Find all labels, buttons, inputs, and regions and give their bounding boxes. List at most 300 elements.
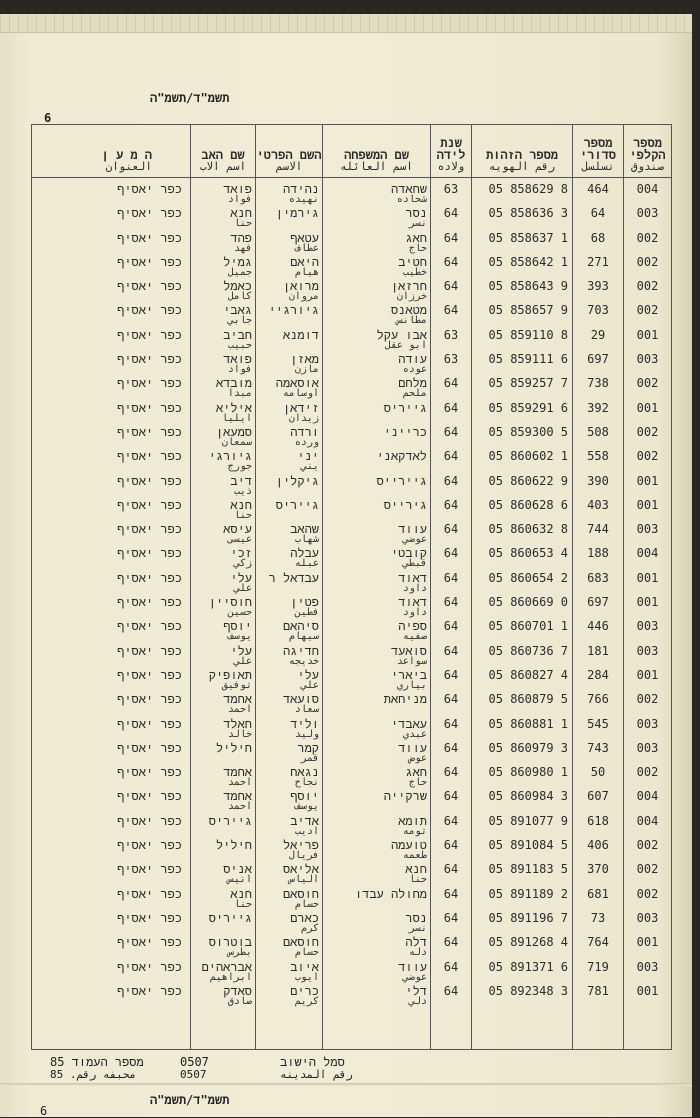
cell-box: 002 [624, 299, 672, 323]
cell-id-number: 05 860632 8 [472, 518, 573, 542]
cell-family-name: נסר نسر [323, 907, 431, 931]
cell-serial: 744 [573, 518, 624, 542]
cell-family-name: דלה دله [323, 931, 431, 955]
cell-address: כפר יאסיף [32, 178, 191, 203]
cell-id-number: 05 858629 8 [472, 178, 573, 203]
page-fold [0, 1083, 692, 1086]
table-row [32, 858, 672, 882]
cell-id-number: 05 859257 7 [472, 372, 573, 396]
cell-birth-year: 64 [431, 397, 472, 421]
cell-box: 003 [624, 907, 672, 931]
cell-father-name: עלי علي [191, 567, 256, 591]
cell-family-name: קובטי قبطي [323, 542, 431, 566]
col-header-first: השם הפרטי الاسم [256, 125, 323, 178]
cell-father-name: אבראהים ابراهيم [191, 956, 256, 980]
binding-shadow [692, 0, 700, 1117]
cell-id-number: 05 860628 6 [472, 494, 573, 518]
cell-box: 002 [624, 372, 672, 396]
cell-address: כפר יאסיף [32, 907, 191, 931]
cell-first-name: מאזן مازن [256, 348, 323, 372]
cell-birth-year: 64 [431, 591, 472, 615]
cell-family-name: שחאדה شحاده [323, 178, 431, 203]
cell-birth-year: 64 [431, 713, 472, 737]
table-row [32, 494, 672, 518]
cell-serial: 370 [573, 858, 624, 882]
cell-address: כפר יאסיף [32, 518, 191, 542]
cell-birth-year: 64 [431, 299, 472, 323]
cell-serial: 618 [573, 810, 624, 834]
cell-father-name: פואד فواد [191, 348, 256, 372]
col-header-father: שם האב اسم الاب [191, 125, 256, 178]
cell-first-name: שהאב شهاب [256, 518, 323, 542]
table-row [32, 324, 672, 348]
cell-box: 002 [624, 227, 672, 251]
cell-first-name: אדיב اديب [256, 810, 323, 834]
next-page-number: 6 [40, 1104, 48, 1118]
cell-birth-year: 64 [431, 251, 472, 275]
cell-family-name: עווד عوضي [323, 956, 431, 980]
cell-address: כפר יאסיף [32, 494, 191, 518]
cell-serial: 271 [573, 251, 624, 275]
cell-family-name: מטאנס مطانس [323, 299, 431, 323]
cell-birth-year: 64 [431, 227, 472, 251]
table-row [32, 421, 672, 445]
cell-id-number: 05 859291 6 [472, 397, 573, 421]
cell-serial: 181 [573, 640, 624, 664]
cell-first-name: סועאד سعاد [256, 688, 323, 712]
cell-id-number: 05 891268 4 [472, 931, 573, 955]
cell-address: כפר יאסיף [32, 785, 191, 809]
table-filler-row [32, 1004, 672, 1049]
cell-id-number: 05 891084 5 [472, 834, 573, 858]
cell-father-name: חאלד خالد [191, 713, 256, 737]
cell-box: 003 [624, 518, 672, 542]
cell-id-number: 05 858657 9 [472, 299, 573, 323]
cell-birth-year: 64 [431, 956, 472, 980]
next-page-title: תשמ"ד/תשמ"ה [150, 1093, 230, 1107]
cell-address: כפר יאסיף [32, 421, 191, 445]
cell-serial: 683 [573, 567, 624, 591]
cell-box: 001 [624, 494, 672, 518]
cell-family-name: דלי دلي [323, 980, 431, 1004]
cell-father-name: אחמד احمد [191, 688, 256, 712]
cell-box: 002 [624, 445, 672, 469]
cell-box: 002 [624, 251, 672, 275]
table-row [32, 931, 672, 955]
cell-father-name: זכי زكي [191, 542, 256, 566]
cell-first-name: עבלה عبله [256, 542, 323, 566]
cell-id-number: 05 860827 4 [472, 664, 573, 688]
cell-family-name: לאדקאני [323, 445, 431, 469]
cell-id-number: 05 860881 1 [472, 713, 573, 737]
cell-box: 001 [624, 470, 672, 494]
cell-address: כפר יאסיף [32, 713, 191, 737]
cell-father-name: יוסף يوسف [191, 615, 256, 639]
cell-serial: 68 [573, 227, 624, 251]
cell-id-number: 05 858642 1 [472, 251, 573, 275]
cell-id-number: 05 860980 1 [472, 761, 573, 785]
cell-address: כפר יאסיף [32, 324, 191, 348]
cell-address: כפר יאסיף [32, 567, 191, 591]
table-row [32, 883, 672, 907]
cell-serial: 781 [573, 980, 624, 1004]
cell-father-name: פואד فواد [191, 178, 256, 203]
cell-family-name: נסר نسر [323, 202, 431, 226]
cell-birth-year: 64 [431, 931, 472, 955]
cell-box: 004 [624, 810, 672, 834]
cell-family-name: מחולה עבדו [323, 883, 431, 907]
document-title: תשמ"ד/תשמ"ה [150, 91, 230, 105]
table-row [32, 688, 672, 712]
cell-first-name: כארם كرم [256, 907, 323, 931]
cell-address: כפר יאסיף [32, 883, 191, 907]
cell-box: 002 [624, 275, 672, 299]
cell-box: 001 [624, 567, 672, 591]
cell-first-name: חדיגה خديجه [256, 640, 323, 664]
cell-father-name: גיורגי جورج [191, 445, 256, 469]
cell-box: 003 [624, 348, 672, 372]
table-row [32, 348, 672, 372]
table-row [32, 664, 672, 688]
cell-first-name: יוסף يوسف [256, 785, 323, 809]
cell-first-name: סיהאם سيهام [256, 615, 323, 639]
cell-serial: 697 [573, 591, 624, 615]
col-header-year: שנת לידה ولاده [431, 125, 472, 178]
cell-birth-year: 64 [431, 810, 472, 834]
cell-father-name: חנא حنا [191, 494, 256, 518]
cell-birth-year: 64 [431, 421, 472, 445]
cell-address: כפר יאסיף [32, 640, 191, 664]
cell-address: כפר יאסיף [32, 348, 191, 372]
cell-father-name: גייריס [191, 810, 256, 834]
cell-address: כפר יאסיף [32, 858, 191, 882]
cell-first-name: איוב ايوب [256, 956, 323, 980]
cell-father-name: אניס انيس [191, 858, 256, 882]
table-row [32, 251, 672, 275]
page-footer [50, 1055, 450, 1081]
cell-box: 002 [624, 883, 672, 907]
cell-address: כפר יאסיף [32, 275, 191, 299]
cell-first-name: היאם هيام [256, 251, 323, 275]
cell-father-name: בוטרוס بطرس [191, 931, 256, 955]
table-row [32, 615, 672, 639]
cell-id-number: 05 860979 3 [472, 737, 573, 761]
cell-family-name: תומא تومه [323, 810, 431, 834]
cell-family-name: עווד عوض [323, 737, 431, 761]
table-row [32, 470, 672, 494]
cell-father-name: סמעאן سمعان [191, 421, 256, 445]
cell-father-name: מובדא مبدا [191, 372, 256, 396]
cell-serial: 29 [573, 324, 624, 348]
cell-first-name: יני يني [256, 445, 323, 469]
table-row [32, 372, 672, 396]
cell-box: 003 [624, 713, 672, 737]
cell-father-name: חוסיין حسين [191, 591, 256, 615]
cell-family-name: מניחאת [323, 688, 431, 712]
table-row [32, 202, 672, 226]
cell-serial: 743 [573, 737, 624, 761]
cell-box: 004 [624, 178, 672, 203]
cell-address: כפר יאסיף [32, 397, 191, 421]
cell-id-number: 05 860879 5 [472, 688, 573, 712]
cell-serial: 607 [573, 785, 624, 809]
cell-birth-year: 64 [431, 615, 472, 639]
page-number: 6 [44, 111, 52, 125]
cell-box: 001 [624, 980, 672, 1004]
cell-father-name: גמיל جميل [191, 251, 256, 275]
cell-id-number: 05 860669 0 [472, 591, 573, 615]
table-row [32, 713, 672, 737]
cell-first-name: וליד وليد [256, 713, 323, 737]
cell-first-name: נגאח نجاح [256, 761, 323, 785]
table-row [32, 567, 672, 591]
cell-first-name: זידאן زيدان [256, 397, 323, 421]
cell-father-name: חנא حنا [191, 883, 256, 907]
cell-birth-year: 64 [431, 494, 472, 518]
footer-page-label-ar: محبفه رقم. 85 [50, 1068, 137, 1081]
cell-serial: 284 [573, 664, 624, 688]
cell-family-name: אבו עקל ابو عقل [323, 324, 431, 348]
cell-serial: 464 [573, 178, 624, 203]
cell-birth-year: 64 [431, 542, 472, 566]
cell-birth-year: 64 [431, 372, 472, 396]
cell-birth-year: 64 [431, 445, 472, 469]
footer-settlement-label: סמל הישוב [280, 1055, 345, 1069]
cell-address: כפר יאסיף [32, 810, 191, 834]
footer-settlement-label-ar: رقم المدينه [280, 1068, 353, 1081]
cell-birth-year: 64 [431, 202, 472, 226]
cell-first-name: גיקלין [256, 470, 323, 494]
cell-birth-year: 64 [431, 664, 472, 688]
cell-address: כפר יאסיף [32, 202, 191, 226]
cell-box: 003 [624, 956, 672, 980]
cell-serial: 393 [573, 275, 624, 299]
cell-serial: 390 [573, 470, 624, 494]
cell-family-name: סואעד سواعد [323, 640, 431, 664]
cell-box: 003 [624, 640, 672, 664]
col-header-address: ה מ ע ן العنوان [32, 125, 191, 178]
cell-birth-year: 64 [431, 470, 472, 494]
footer-settlement-code: 0507 [180, 1055, 209, 1069]
cell-id-number: 05 859300 5 [472, 421, 573, 445]
table-row [32, 397, 672, 421]
cell-family-name: עודה عوده [323, 348, 431, 372]
cell-address: כפר יאסיף [32, 615, 191, 639]
cell-serial: 766 [573, 688, 624, 712]
cell-family-name: שרקייה [323, 785, 431, 809]
cell-id-number: 05 858643 9 [472, 275, 573, 299]
cell-birth-year: 64 [431, 275, 472, 299]
voter-register-table [31, 124, 672, 1050]
cell-id-number: 05 892348 3 [472, 980, 573, 1004]
cell-first-name: מרואן مروان [256, 275, 323, 299]
table-row [32, 907, 672, 931]
cell-birth-year: 64 [431, 858, 472, 882]
cell-birth-year: 64 [431, 567, 472, 591]
cell-box: 003 [624, 615, 672, 639]
cell-box: 004 [624, 785, 672, 809]
cell-serial: 703 [573, 299, 624, 323]
cell-serial: 73 [573, 907, 624, 931]
cell-id-number: 05 858637 1 [472, 227, 573, 251]
cell-id-number: 05 860701 1 [472, 615, 573, 639]
cell-family-name: חטיב خطيب [323, 251, 431, 275]
cell-family-name: גייריס [323, 397, 431, 421]
cell-address: כפר יאסיף [32, 470, 191, 494]
cell-id-number: 05 858636 3 [472, 202, 573, 226]
table-body [32, 178, 672, 1050]
table-row [32, 956, 672, 980]
cell-serial: 64 [573, 202, 624, 226]
cell-family-name: טועמה طعمه [323, 834, 431, 858]
cell-address: כפר יאסיף [32, 664, 191, 688]
cell-family-name: עאבדי عبدي [323, 713, 431, 737]
cell-box: 002 [624, 761, 672, 785]
cell-id-number: 05 860602 1 [472, 445, 573, 469]
cell-first-name: עלי علي [256, 664, 323, 688]
table-row [32, 518, 672, 542]
cell-address: כפר יאסיף [32, 227, 191, 251]
cell-family-name: חאג حاج [323, 761, 431, 785]
table-row [32, 737, 672, 761]
cell-address: כפר יאסיף [32, 956, 191, 980]
cell-father-name: חיליל [191, 834, 256, 858]
cell-serial: 738 [573, 372, 624, 396]
cell-first-name: גיורגיי [256, 299, 323, 323]
table-row [32, 178, 672, 203]
cell-address: כפר יאסיף [32, 688, 191, 712]
table-row [32, 834, 672, 858]
cell-address: כפר יאסיף [32, 761, 191, 785]
table-row [32, 445, 672, 469]
cell-father-name: גאבי جابي [191, 299, 256, 323]
cell-birth-year: 64 [431, 761, 472, 785]
cell-father-name: חנא حنا [191, 202, 256, 226]
cell-father-name: סאדק صادق [191, 980, 256, 1004]
cell-serial: 50 [573, 761, 624, 785]
cell-box: 003 [624, 737, 672, 761]
cell-first-name: קמר قمر [256, 737, 323, 761]
cell-address: כפר יאסיף [32, 591, 191, 615]
cell-family-name: גירייס [323, 494, 431, 518]
cell-first-name: גירמין [256, 202, 323, 226]
cell-first-name: דומנא [256, 324, 323, 348]
cell-address: כפר יאסיף [32, 299, 191, 323]
cell-box: 002 [624, 858, 672, 882]
cell-address: כפר יאסיף [32, 372, 191, 396]
cell-id-number: 05 860622 9 [472, 470, 573, 494]
cell-birth-year: 63 [431, 178, 472, 203]
cell-box: 001 [624, 931, 672, 955]
cell-id-number: 05 891196 7 [472, 907, 573, 931]
cell-family-name: חנא حنا [323, 858, 431, 882]
table-row [32, 810, 672, 834]
table-row [32, 299, 672, 323]
cell-address: כפר יאסיף [32, 251, 191, 275]
cell-birth-year: 64 [431, 980, 472, 1004]
col-header-serial: מספר סדורי تسلسل [573, 125, 624, 178]
cell-first-name: עטאף عطاف [256, 227, 323, 251]
cell-id-number: 05 891189 2 [472, 883, 573, 907]
cell-birth-year: 63 [431, 324, 472, 348]
cell-address: כפר יאסיף [32, 737, 191, 761]
cell-serial: 392 [573, 397, 624, 421]
cell-father-name: עלי علي [191, 640, 256, 664]
footer-page-label: מספר העמוד 85 [50, 1055, 144, 1069]
cell-birth-year: 64 [431, 834, 472, 858]
cell-address: כפר יאסיף [32, 931, 191, 955]
cell-father-name: תאופיק توفيق [191, 664, 256, 688]
footer-settlement-code-ar: 0507 [180, 1068, 207, 1081]
cell-box: 001 [624, 324, 672, 348]
cell-serial: 406 [573, 834, 624, 858]
cell-serial: 508 [573, 421, 624, 445]
cell-address: כפר יאסיף [32, 980, 191, 1004]
cell-id-number: 05 860984 3 [472, 785, 573, 809]
cell-father-name: חיליל [191, 737, 256, 761]
cell-box: 004 [624, 542, 672, 566]
table-row [32, 761, 672, 785]
cell-birth-year: 64 [431, 883, 472, 907]
cell-serial: 403 [573, 494, 624, 518]
header-row [32, 125, 672, 178]
cell-family-name: גיירייס [323, 470, 431, 494]
cell-family-name: ספיה صفيه [323, 615, 431, 639]
table-row [32, 542, 672, 566]
cell-id-number: 05 859110 8 [472, 324, 573, 348]
col-header-id: מספר הזהות رقم الهويه [472, 125, 573, 178]
cell-birth-year: 64 [431, 640, 472, 664]
cell-serial: 545 [573, 713, 624, 737]
cell-birth-year: 64 [431, 518, 472, 542]
cell-father-name: גייריס [191, 907, 256, 931]
cell-box: 001 [624, 664, 672, 688]
table-row [32, 640, 672, 664]
cell-id-number: 05 891371 6 [472, 956, 573, 980]
cell-father-name: אחמד احمد [191, 761, 256, 785]
cell-first-name: חוסאם حسام [256, 883, 323, 907]
cell-serial: 719 [573, 956, 624, 980]
cell-birth-year: 64 [431, 907, 472, 931]
cell-family-name: כרייני [323, 421, 431, 445]
cell-father-name: פהד فهد [191, 227, 256, 251]
cell-first-name: פטין فطين [256, 591, 323, 615]
cell-serial: 764 [573, 931, 624, 955]
cell-box: 002 [624, 421, 672, 445]
cell-box: 001 [624, 397, 672, 421]
cell-birth-year: 64 [431, 688, 472, 712]
cell-id-number: 05 860653 4 [472, 542, 573, 566]
cell-father-name: איליא ايليا [191, 397, 256, 421]
cell-birth-year: 63 [431, 348, 472, 372]
cell-family-name: דאוד داود [323, 567, 431, 591]
cell-family-name: מלחם ملحم [323, 372, 431, 396]
cell-id-number: 05 891077 9 [472, 810, 573, 834]
cell-box: 002 [624, 688, 672, 712]
cell-serial: 681 [573, 883, 624, 907]
table-row [32, 980, 672, 1004]
cell-box: 002 [624, 834, 672, 858]
table-row [32, 591, 672, 615]
cell-id-number: 05 860654 2 [472, 567, 573, 591]
cell-id-number: 05 860736 7 [472, 640, 573, 664]
table-row [32, 785, 672, 809]
cell-father-name: חביב حبيب [191, 324, 256, 348]
cell-first-name: עבדאל ר [256, 567, 323, 591]
cell-box: 003 [624, 202, 672, 226]
cell-birth-year: 64 [431, 785, 472, 809]
cell-father-name: כאמל كامل [191, 275, 256, 299]
